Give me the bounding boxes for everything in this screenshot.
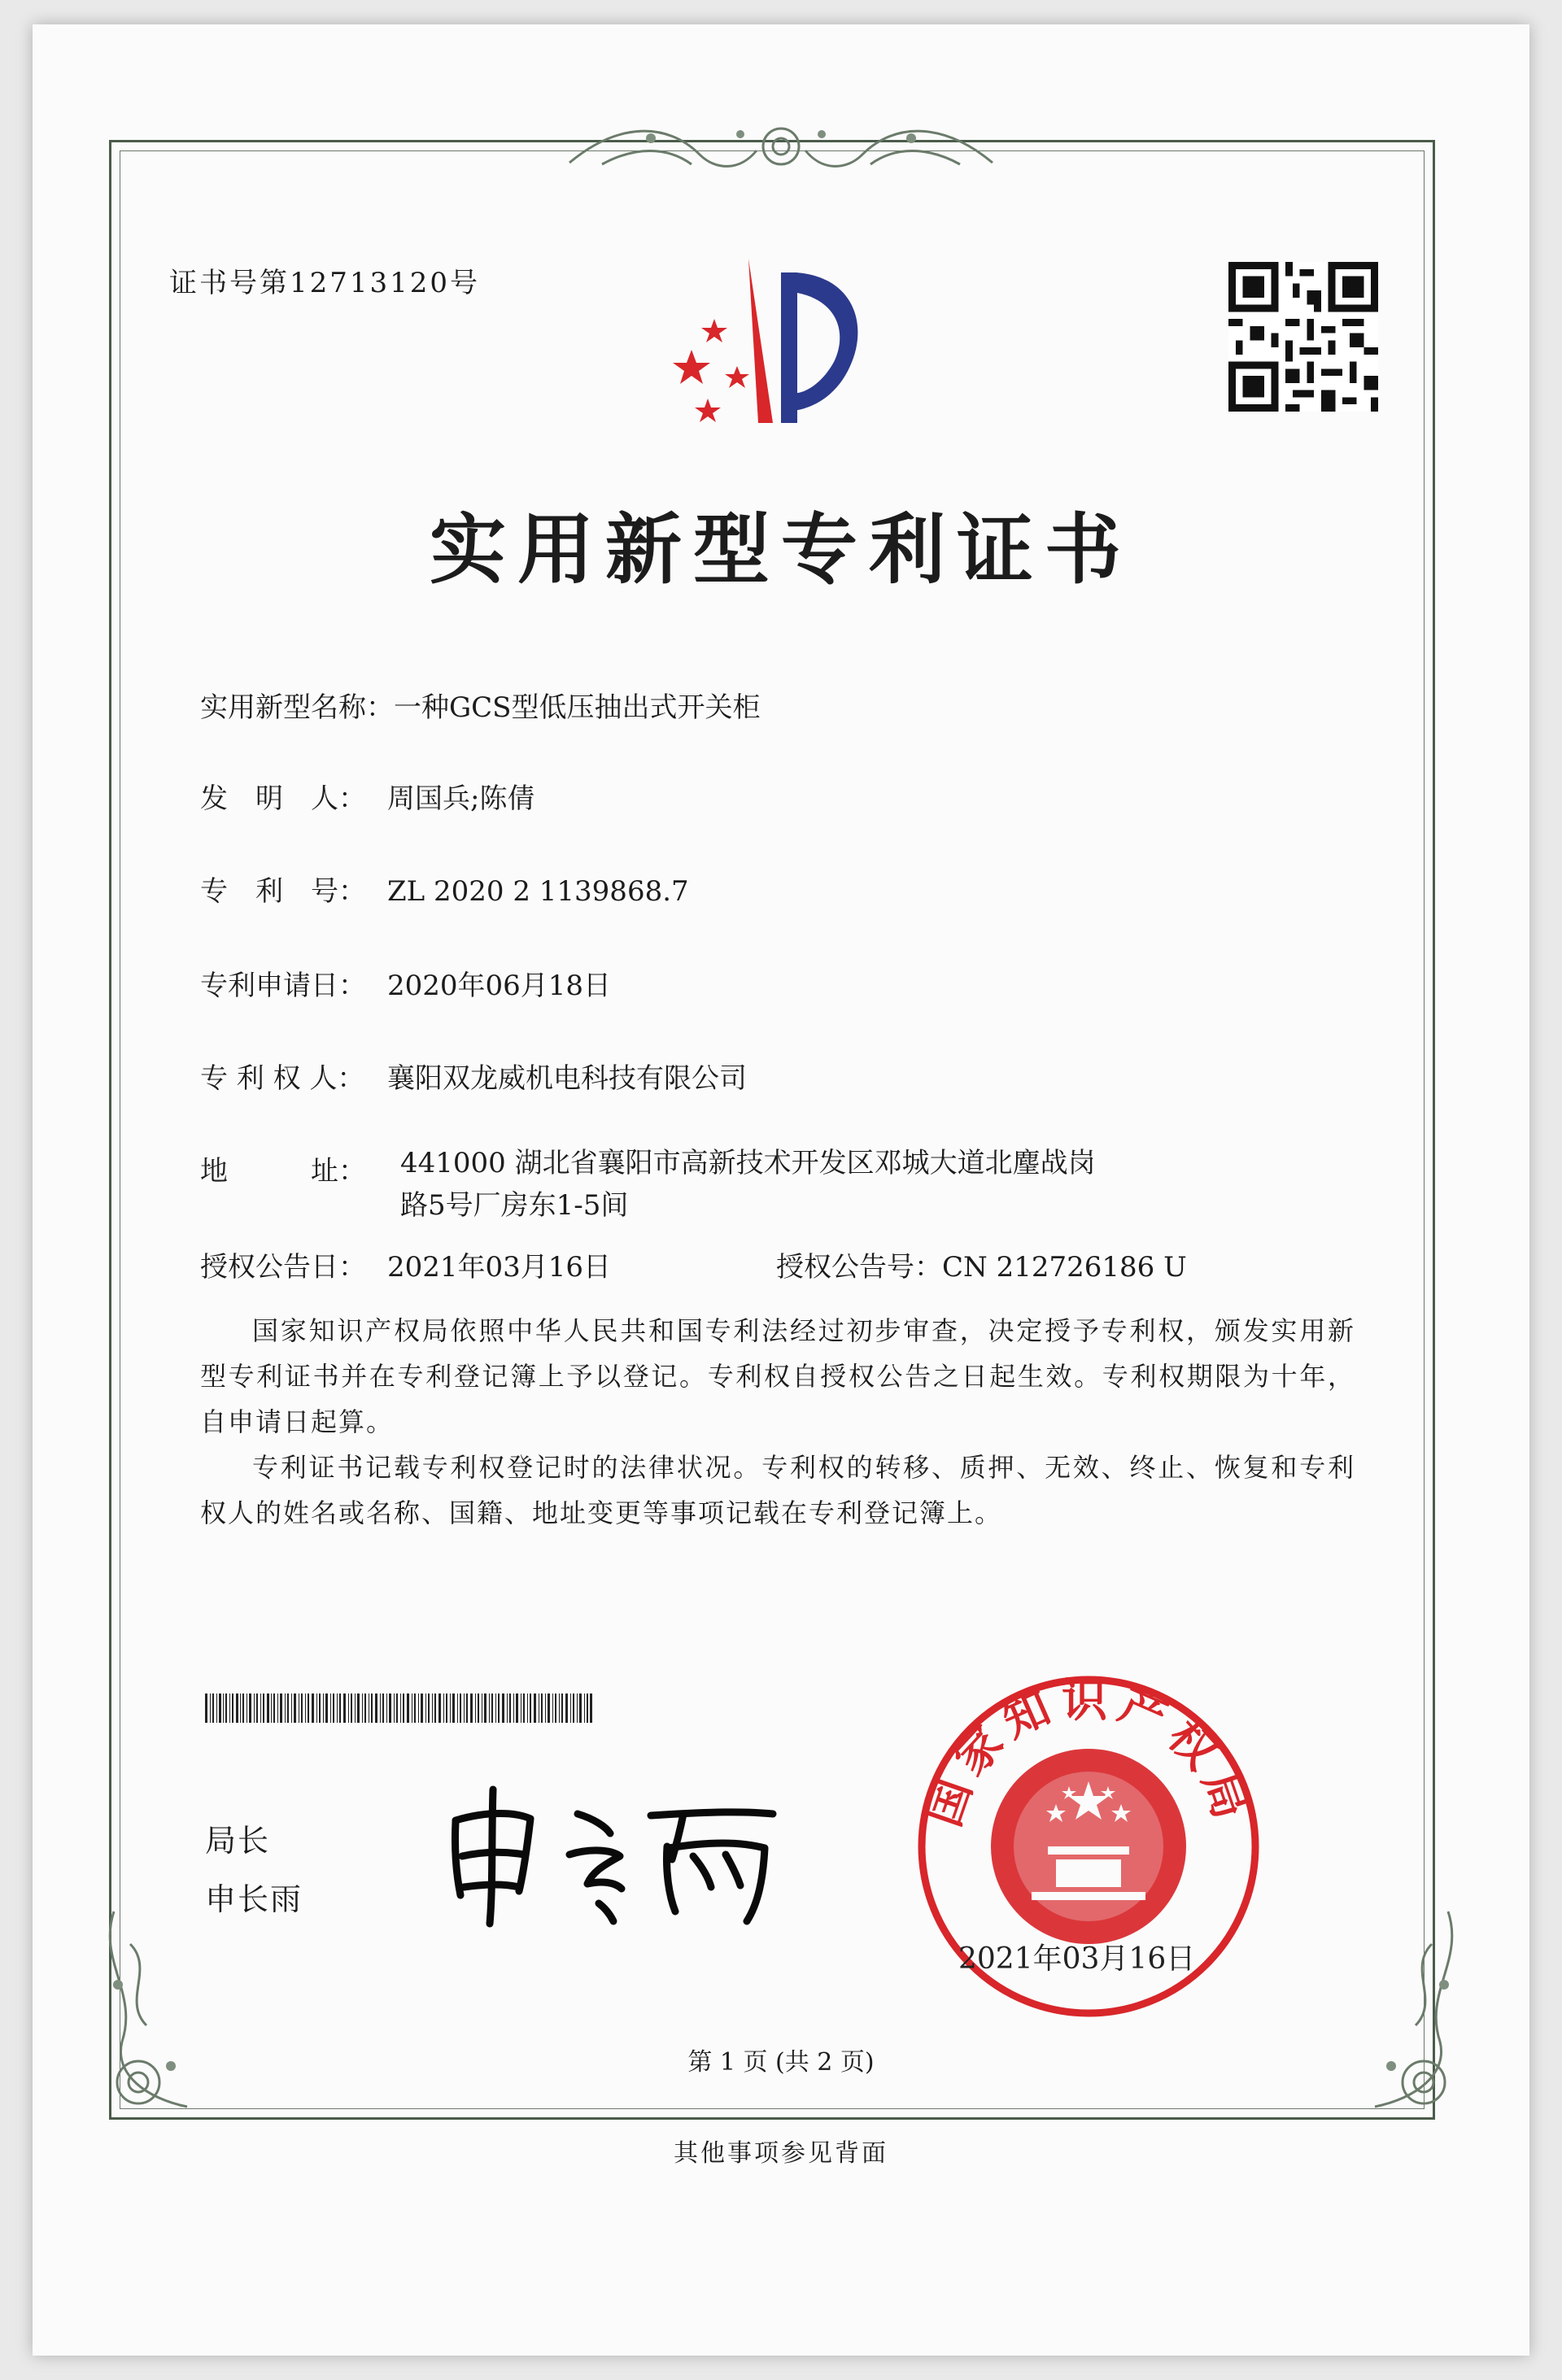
qr-code-icon — [1228, 262, 1378, 412]
field-value: 周国兵;陈倩 — [387, 782, 535, 815]
field-value: ZL 2020 2 1139868.7 — [387, 875, 689, 908]
field-utility-model-name — [200, 685, 760, 725]
field-value: 2021年03月16日 — [387, 1251, 612, 1284]
statement-paragraph-1: 国家知识产权局依照中华人民共和国专利法经过初步审查，决定授予专利权，颁发实用新型专利证书并在专利登记簿上予以登记。专利权自授权公告之日起生效。专利权期限为十年，自申请日起算。 — [200, 1315, 1355, 1437]
field-value: 2020年06月18日 — [387, 970, 612, 1002]
field-address — [200, 1149, 387, 1188]
field-label: 实用新型名称： — [200, 691, 394, 724]
field-label: 专 利 号： — [200, 875, 366, 908]
field-application-date — [200, 963, 611, 1003]
patent-office-emblem-icon — [659, 244, 895, 431]
field-label: 专 利 权 人： — [200, 1062, 365, 1095]
field-value: CN 212726186 U — [942, 1251, 1187, 1284]
director-title: 局长 — [205, 1823, 271, 1859]
field-label: 地 址： — [200, 1155, 366, 1188]
certificate-title: 实用新型专利证书 — [429, 505, 1132, 595]
field-grant-number — [776, 1244, 1187, 1284]
field-label: 专利申请日： — [200, 970, 366, 1002]
address-line-1: 441000 湖北省襄阳市高新技术开发区邓城大道北麈战岗 — [400, 1147, 1096, 1179]
field-label: 授权公告号： — [776, 1251, 942, 1284]
seal-text: 国家知识产权局 — [917, 1675, 1260, 1833]
top-ornament-icon — [553, 114, 1009, 187]
field-value: 一种GCS型低压抽出式开关柜 — [394, 691, 761, 724]
field-inventor — [200, 776, 534, 816]
statement-paragraph-2: 专利证书记载专利权登记时的法律状况。专利权的转移、质押、无效、终止、恢复和专利权人的姓名或名称、国籍、地址变更等事项记载在专利登记簿上。 — [200, 1452, 1355, 1528]
field-patent-number — [200, 869, 689, 909]
field-label: 发 明 人： — [200, 782, 366, 815]
field-label: 授权公告日： — [200, 1251, 366, 1284]
certificate-number: 证书号第12713120号 — [169, 267, 481, 299]
field-value: 襄阳双龙威机电科技有限公司 — [387, 1062, 747, 1095]
director-name: 申长雨 — [205, 1881, 303, 1917]
seal-date: 2021年03月16日 — [958, 1942, 1196, 1976]
bottom-left-ornament-icon — [89, 1895, 228, 2123]
address-line-2: 路5号厂房东1-5间 — [400, 1189, 629, 1222]
bottom-right-ornament-icon — [1334, 1895, 1473, 2123]
page-number: 第 1 页 (共 2 页) — [687, 2048, 875, 2077]
barcode-icon — [205, 1693, 592, 1723]
field-grant-date — [200, 1244, 611, 1284]
field-address-value — [400, 1142, 1214, 1227]
footer-note: 其他事项参见背面 — [674, 2139, 888, 2168]
director-signature — [439, 1781, 789, 1928]
field-patent-holder — [200, 1056, 747, 1096]
